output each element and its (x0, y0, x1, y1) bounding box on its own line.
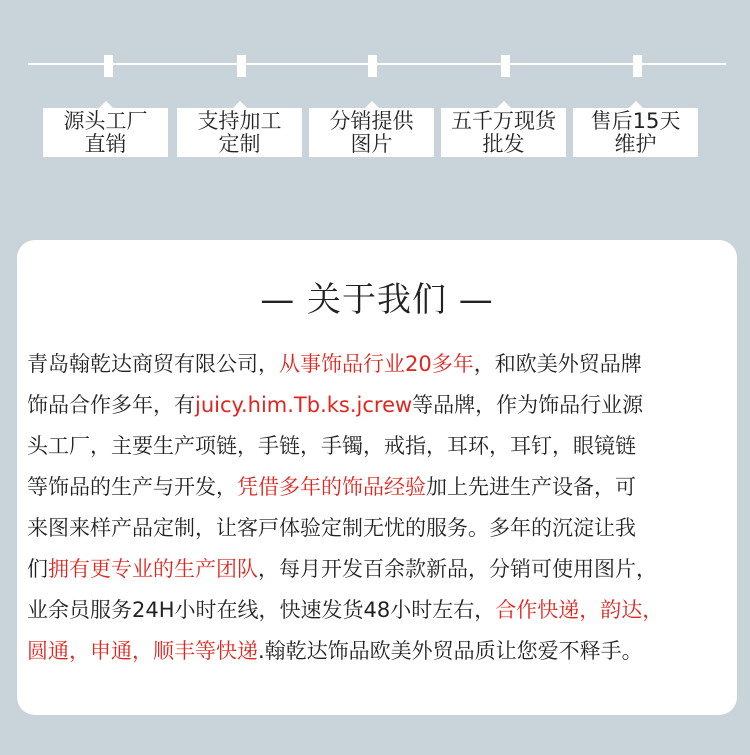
highlight-text: juicy.him.Tb.ks.jcrew (195, 393, 413, 417)
about-card (17, 240, 737, 715)
highlight-text: 合作快递，韵达， (495, 598, 664, 622)
feature-wholesale-stock (441, 108, 566, 157)
timeline-tick (104, 55, 113, 77)
feature-factory-direct (43, 108, 168, 157)
body-text: ，每月开发百余款新品，分销可使用图片， (258, 557, 657, 581)
body-text: 们 (27, 557, 48, 581)
highlight-text: 圆通，申通，顺丰等快递 (27, 639, 258, 663)
about-text-line (27, 467, 732, 508)
feature-line1: 源头工厂 (63, 108, 148, 133)
body-text: 加上先进生产设备，可 (426, 475, 636, 499)
body-text: .翰乾达饰品欧美外贸品质让您爱不释手。 (258, 639, 643, 663)
timeline-tick (633, 55, 642, 77)
highlight-text: 从事饰品行业20多年 (279, 352, 474, 376)
timeline-tick (501, 55, 510, 77)
about-text-line (27, 344, 732, 385)
feature-line2: 图片 (350, 131, 393, 156)
timeline-tick (237, 55, 246, 77)
feature-line1: 分销提供 (329, 108, 414, 133)
about-text-line (27, 590, 732, 631)
about-title: — 关于我们 — (260, 280, 494, 320)
body-text: 饰品合作多年，有 (27, 393, 195, 417)
body-text: 青岛翰乾达商贸有限公司， (27, 352, 279, 376)
about-text-line (27, 508, 732, 549)
feature-line2: 直销 (84, 131, 127, 156)
timeline-tick (368, 55, 377, 77)
about-text-line (27, 385, 732, 426)
timeline-line (28, 63, 726, 65)
feature-line2: 维护 (614, 131, 657, 156)
about-text-line (27, 549, 732, 590)
highlight-text: 凭借多年的饰品经验 (237, 475, 426, 499)
feature-line2: 批发 (482, 131, 525, 156)
feature-line2: 定制 (218, 131, 261, 156)
body-text: 等品牌，作为饰品行业源 (412, 393, 644, 417)
highlight-text: 拥有更专业的生产团队 (48, 557, 258, 581)
about-text-line (27, 426, 732, 467)
feature-custom-processing (177, 108, 302, 157)
feature-after-sales (573, 108, 698, 157)
feature-line1: 五千万现货 (451, 108, 556, 133)
feature-line1: 售后15天 (590, 108, 681, 133)
body-text: 等饰品的生产与开发， (27, 475, 237, 499)
about-text-line (27, 631, 732, 672)
feature-line1: 支持加工 (197, 108, 282, 133)
about-body (27, 344, 732, 672)
body-text: 业余员服务24H小时在线，快速发货48小时左右， (27, 598, 496, 622)
body-text: ，和欧美外贸品牌 (473, 352, 642, 376)
body-text: 来图来样产品定制，让客戸体验定制无忧的服务。多年的沉淀让我 (27, 516, 636, 540)
feature-distribution-images (309, 108, 434, 157)
body-text: 头工厂，主要生产项链，手链，手镯，戒指，耳环，耳钉，眼镜链 (27, 434, 636, 458)
